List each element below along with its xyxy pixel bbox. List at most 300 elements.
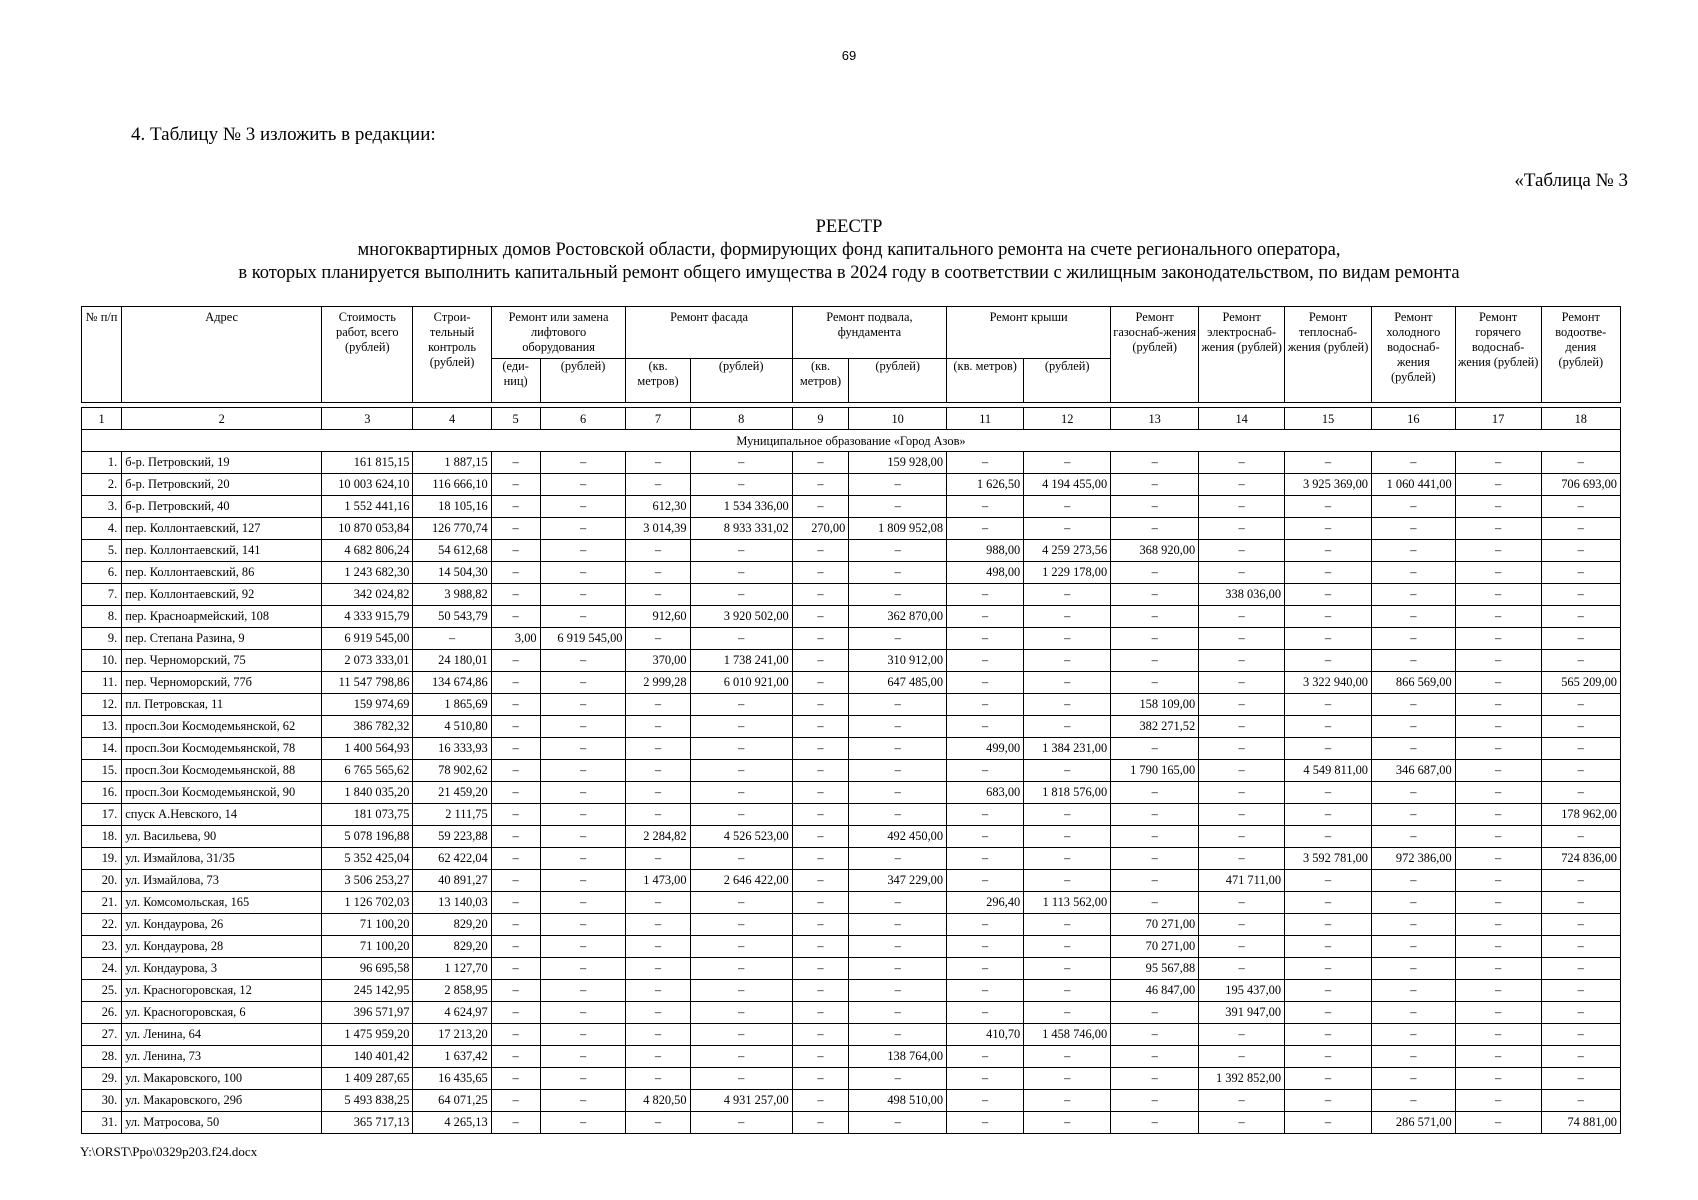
instruction-text: 4. Таблицу № 3 изложить в редакции:	[131, 124, 436, 145]
value-cell: –	[491, 650, 540, 672]
value-cell: –	[1199, 606, 1285, 628]
value-cell: 2 073 333,01	[322, 650, 413, 672]
value-cell: –	[1199, 672, 1285, 694]
address-cell: б-р. Петровский, 20	[122, 474, 322, 496]
value-cell: –	[792, 540, 849, 562]
row-number-cell: 15.	[82, 760, 122, 782]
value-cell: –	[1024, 1046, 1111, 1068]
value-cell: –	[540, 518, 626, 540]
table-row	[82, 826, 1621, 848]
value-cell: –	[849, 738, 947, 760]
address-cell: пер. Черноморский, 75	[122, 650, 322, 672]
value-cell: –	[1285, 628, 1372, 650]
value-cell: 13 140,03	[413, 892, 491, 914]
value-cell: –	[1199, 474, 1285, 496]
table-row	[82, 738, 1621, 760]
value-cell: –	[1111, 1024, 1199, 1046]
value-cell: –	[1285, 452, 1372, 474]
registry-title	[0, 216, 1698, 285]
value-cell: –	[1285, 518, 1372, 540]
value-cell: –	[491, 1002, 540, 1024]
row-number-cell: 26.	[82, 1002, 122, 1024]
address-cell: ул. Красногоровская, 6	[122, 1002, 322, 1024]
value-cell: –	[491, 1090, 540, 1112]
value-cell: –	[792, 826, 849, 848]
value-cell: –	[1024, 496, 1111, 518]
value-cell: 2 284,82	[626, 826, 690, 848]
value-cell: –	[1455, 1002, 1541, 1024]
header-gas: Ремонт газоснаб-жения (рублей)	[1111, 307, 1199, 403]
value-cell: –	[1285, 1068, 1372, 1090]
row-number-cell: 19.	[82, 848, 122, 870]
value-cell: –	[1024, 980, 1111, 1002]
value-cell: –	[1285, 782, 1372, 804]
value-cell: 912,60	[626, 606, 690, 628]
value-cell: –	[1285, 958, 1372, 980]
address-cell: пер. Коллонтаевский, 141	[122, 540, 322, 562]
value-cell: –	[1455, 870, 1541, 892]
value-cell: –	[1372, 606, 1456, 628]
address-cell: пер. Черноморский, 77б	[122, 672, 322, 694]
value-cell: –	[1199, 1024, 1285, 1046]
value-cell: –	[849, 1068, 947, 1090]
value-cell: –	[626, 980, 690, 1002]
value-cell: –	[1372, 936, 1456, 958]
value-cell: 5 078 196,88	[322, 826, 413, 848]
value-cell: –	[491, 958, 540, 980]
value-cell: –	[849, 980, 947, 1002]
value-cell: –	[849, 628, 947, 650]
value-cell: –	[540, 1112, 626, 1134]
value-cell: –	[1111, 1068, 1199, 1090]
value-cell: 10 003 624,10	[322, 474, 413, 496]
table-row	[82, 1068, 1621, 1090]
value-cell: 1 840 035,20	[322, 782, 413, 804]
value-cell: –	[626, 474, 690, 496]
value-cell: –	[1455, 584, 1541, 606]
value-cell: –	[792, 1068, 849, 1090]
value-cell: –	[1541, 958, 1620, 980]
row-number-cell: 29.	[82, 1068, 122, 1090]
value-cell: –	[1372, 892, 1456, 914]
value-cell: –	[947, 1090, 1024, 1112]
value-cell: –	[1285, 1002, 1372, 1024]
value-cell: 683,00	[947, 782, 1024, 804]
table-row	[82, 760, 1621, 782]
address-cell: пл. Петровская, 11	[122, 694, 322, 716]
value-cell: –	[1372, 804, 1456, 826]
value-cell: –	[1455, 672, 1541, 694]
value-cell: –	[491, 540, 540, 562]
value-cell: –	[1455, 848, 1541, 870]
header-drainage: Ремонт водоотве-дения (рублей)	[1541, 307, 1620, 403]
value-cell: –	[540, 782, 626, 804]
value-cell: –	[849, 892, 947, 914]
column-number-cell: 17	[1455, 408, 1541, 430]
column-number-cell: 14	[1199, 408, 1285, 430]
value-cell: –	[947, 694, 1024, 716]
value-cell: –	[690, 1024, 792, 1046]
value-cell: –	[1199, 540, 1285, 562]
column-number-cell: 7	[626, 408, 690, 430]
value-cell: –	[1541, 980, 1620, 1002]
value-cell: 159 974,69	[322, 694, 413, 716]
value-cell: –	[947, 606, 1024, 628]
value-cell: –	[540, 474, 626, 496]
address-cell: ул. Измайлова, 31/35	[122, 848, 322, 870]
value-cell: –	[849, 848, 947, 870]
value-cell: 471 711,00	[1199, 870, 1285, 892]
address-cell: пер. Степана Разина, 9	[122, 628, 322, 650]
column-number-cell: 2	[122, 408, 322, 430]
table-row	[82, 606, 1621, 628]
value-cell: –	[491, 848, 540, 870]
value-cell: –	[792, 650, 849, 672]
value-cell: –	[1541, 892, 1620, 914]
value-cell: 829,20	[413, 914, 491, 936]
value-cell: 498 510,00	[849, 1090, 947, 1112]
value-cell: –	[1541, 870, 1620, 892]
value-cell: –	[491, 474, 540, 496]
value-cell: –	[491, 518, 540, 540]
value-cell: 1 060 441,00	[1372, 474, 1456, 496]
value-cell: –	[947, 914, 1024, 936]
value-cell: –	[690, 914, 792, 936]
value-cell: –	[1541, 650, 1620, 672]
value-cell: –	[1024, 1112, 1111, 1134]
value-cell: –	[540, 892, 626, 914]
value-cell: –	[1111, 628, 1199, 650]
title-line-2: многоквартирных домов Ростовской области, формирующих фонд капитального ремонта на счете регионального оператора,	[357, 240, 1341, 260]
value-cell: –	[1199, 694, 1285, 716]
table-row	[82, 914, 1621, 936]
value-cell: 1 127,70	[413, 958, 491, 980]
column-number-cell: 4	[413, 408, 491, 430]
value-cell: 195 437,00	[1199, 980, 1285, 1002]
value-cell: –	[1024, 518, 1111, 540]
value-cell: 11 547 798,86	[322, 672, 413, 694]
value-cell: –	[491, 694, 540, 716]
value-cell: 370,00	[626, 650, 690, 672]
value-cell: –	[690, 958, 792, 980]
value-cell: 3 506 253,27	[322, 870, 413, 892]
value-cell: –	[1455, 936, 1541, 958]
value-cell: –	[690, 760, 792, 782]
row-number-cell: 28.	[82, 1046, 122, 1068]
value-cell: 3 322 940,00	[1285, 672, 1372, 694]
value-cell: –	[690, 474, 792, 496]
row-number-cell: 20.	[82, 870, 122, 892]
value-cell: –	[690, 1068, 792, 1090]
value-cell: –	[1285, 496, 1372, 518]
value-cell: –	[626, 782, 690, 804]
value-cell: –	[849, 804, 947, 826]
table-row	[82, 628, 1621, 650]
value-cell: –	[947, 848, 1024, 870]
value-cell: 181 073,75	[322, 804, 413, 826]
column-number-cell: 16	[1372, 408, 1456, 430]
registry-table	[81, 306, 1621, 1134]
value-cell: –	[1455, 1112, 1541, 1134]
value-cell: –	[1024, 936, 1111, 958]
value-cell: –	[1111, 892, 1199, 914]
column-number-cell: 6	[540, 408, 626, 430]
value-cell: –	[849, 958, 947, 980]
value-cell: 4 526 523,00	[690, 826, 792, 848]
value-cell: –	[626, 760, 690, 782]
value-cell: –	[626, 1046, 690, 1068]
value-cell: –	[540, 540, 626, 562]
value-cell: –	[1455, 1090, 1541, 1112]
value-cell: –	[1541, 914, 1620, 936]
value-cell: –	[491, 804, 540, 826]
value-cell: –	[1199, 1090, 1285, 1112]
value-cell: –	[1199, 452, 1285, 474]
value-cell: –	[690, 562, 792, 584]
value-cell: –	[947, 1002, 1024, 1024]
value-cell: 1 229 178,00	[1024, 562, 1111, 584]
value-cell: –	[792, 496, 849, 518]
value-cell: –	[1455, 1024, 1541, 1046]
value-cell: –	[1024, 716, 1111, 738]
value-cell: –	[849, 782, 947, 804]
row-number-cell: 2.	[82, 474, 122, 496]
table-row	[82, 804, 1621, 826]
value-cell: –	[849, 562, 947, 584]
value-cell: 6 919 545,00	[322, 628, 413, 650]
address-cell: просп.Зои Космодемьянской, 78	[122, 738, 322, 760]
row-number-cell: 13.	[82, 716, 122, 738]
value-cell: 138 764,00	[849, 1046, 947, 1068]
value-cell: –	[1455, 1068, 1541, 1090]
value-cell: –	[792, 738, 849, 760]
value-cell: –	[690, 804, 792, 826]
value-cell: –	[1285, 870, 1372, 892]
value-cell: –	[626, 540, 690, 562]
table-row	[82, 848, 1621, 870]
value-cell: –	[540, 672, 626, 694]
row-number-cell: 22.	[82, 914, 122, 936]
table-row	[82, 540, 1621, 562]
value-cell: –	[540, 958, 626, 980]
value-cell: –	[491, 716, 540, 738]
value-cell: –	[849, 1024, 947, 1046]
value-cell: –	[1372, 1046, 1456, 1068]
value-cell: 3 920 502,00	[690, 606, 792, 628]
value-cell: –	[1024, 1002, 1111, 1024]
value-cell: –	[1199, 562, 1285, 584]
value-cell: 17 213,20	[413, 1024, 491, 1046]
row-number-cell: 18.	[82, 826, 122, 848]
value-cell: –	[1199, 628, 1285, 650]
value-cell: –	[792, 892, 849, 914]
value-cell: 24 180,01	[413, 650, 491, 672]
value-cell: –	[1541, 826, 1620, 848]
value-cell: –	[1111, 1090, 1199, 1112]
value-cell: 4 682 806,24	[322, 540, 413, 562]
value-cell: –	[1372, 562, 1456, 584]
header-construction-control: Строи-тельный контроль (рублей)	[413, 307, 491, 403]
value-cell: 71 100,20	[322, 936, 413, 958]
value-cell: 1 626,50	[947, 474, 1024, 496]
value-cell: –	[792, 936, 849, 958]
column-number-cell: 10	[849, 408, 947, 430]
value-cell: –	[1111, 804, 1199, 826]
value-cell: –	[540, 1090, 626, 1112]
value-cell: –	[1024, 672, 1111, 694]
value-cell: –	[947, 672, 1024, 694]
value-cell: –	[1541, 606, 1620, 628]
value-cell: –	[1111, 584, 1199, 606]
value-cell: 16 435,65	[413, 1068, 491, 1090]
header-cost-total: Стоимость работ, всего (рублей)	[322, 307, 413, 403]
title-line-1: РЕЕСТР	[815, 217, 883, 237]
value-cell: –	[1372, 496, 1456, 518]
value-cell: –	[792, 782, 849, 804]
value-cell: –	[1024, 1068, 1111, 1090]
value-cell: –	[1455, 650, 1541, 672]
address-cell: ул. Кондаурова, 3	[122, 958, 322, 980]
value-cell: 59 223,88	[413, 826, 491, 848]
value-cell: 2 999,28	[626, 672, 690, 694]
value-cell: 410,70	[947, 1024, 1024, 1046]
value-cell: 1 113 562,00	[1024, 892, 1111, 914]
value-cell: –	[1111, 782, 1199, 804]
address-cell: спуск А.Невского, 14	[122, 804, 322, 826]
value-cell: –	[947, 496, 1024, 518]
table-row	[82, 980, 1621, 1002]
value-cell: 829,20	[413, 936, 491, 958]
value-cell: –	[626, 958, 690, 980]
value-cell: –	[1111, 518, 1199, 540]
value-cell: –	[1024, 958, 1111, 980]
value-cell: –	[792, 584, 849, 606]
value-cell: –	[1199, 518, 1285, 540]
value-cell: –	[690, 936, 792, 958]
value-cell: –	[1199, 892, 1285, 914]
subheader-basement-sqm: (кв. метров)	[792, 359, 849, 403]
row-number-cell: 21.	[82, 892, 122, 914]
row-number-cell: 27.	[82, 1024, 122, 1046]
header-hot-water: Ремонт горячего водоснаб-жения (рублей)	[1455, 307, 1541, 403]
row-number-cell: 24.	[82, 958, 122, 980]
value-cell: –	[690, 738, 792, 760]
table-row	[82, 782, 1621, 804]
value-cell: –	[1372, 914, 1456, 936]
row-number-cell: 8.	[82, 606, 122, 628]
value-cell: –	[540, 914, 626, 936]
value-cell: –	[1541, 1024, 1620, 1046]
table-row	[82, 1112, 1621, 1134]
value-cell: –	[1541, 562, 1620, 584]
value-cell: 116 666,10	[413, 474, 491, 496]
address-cell: ул. Комсомольская, 165	[122, 892, 322, 914]
value-cell: 386 782,32	[322, 716, 413, 738]
value-cell: –	[690, 1002, 792, 1024]
value-cell: –	[1199, 782, 1285, 804]
column-number-cell: 3	[322, 408, 413, 430]
value-cell: –	[540, 716, 626, 738]
value-cell: 1 637,42	[413, 1046, 491, 1068]
value-cell: –	[947, 980, 1024, 1002]
value-cell: –	[491, 562, 540, 584]
row-number-cell: 12.	[82, 694, 122, 716]
header-roof: Ремонт крыши	[947, 307, 1111, 359]
value-cell: 1 392 852,00	[1199, 1068, 1285, 1090]
value-cell: 1 400 564,93	[322, 738, 413, 760]
value-cell: 1 126 702,03	[322, 892, 413, 914]
subheader-lift-units: (еди-ниц)	[491, 359, 540, 403]
value-cell: –	[1199, 760, 1285, 782]
address-cell: ул. Матросова, 50	[122, 1112, 322, 1134]
value-cell: 46 847,00	[1111, 980, 1199, 1002]
value-cell: –	[1199, 914, 1285, 936]
value-cell: –	[1455, 804, 1541, 826]
header-address: Адрес	[122, 307, 322, 403]
address-cell: ул. Макаровского, 100	[122, 1068, 322, 1090]
value-cell: –	[1372, 826, 1456, 848]
value-cell: –	[626, 892, 690, 914]
value-cell: –	[626, 738, 690, 760]
value-cell: –	[947, 1046, 1024, 1068]
table-row	[82, 672, 1621, 694]
value-cell: –	[792, 1024, 849, 1046]
value-cell: –	[947, 1068, 1024, 1090]
value-cell: –	[491, 738, 540, 760]
value-cell: –	[626, 936, 690, 958]
page-number: 69	[841, 48, 857, 63]
value-cell: –	[491, 936, 540, 958]
value-cell: –	[491, 452, 540, 474]
column-number-cell: 13	[1111, 408, 1199, 430]
value-cell: –	[1199, 496, 1285, 518]
value-cell: 71 100,20	[322, 914, 413, 936]
value-cell: –	[1372, 958, 1456, 980]
value-cell: –	[626, 914, 690, 936]
value-cell: –	[792, 716, 849, 738]
value-cell: 5 493 838,25	[322, 1090, 413, 1112]
value-cell: –	[626, 452, 690, 474]
value-cell: 21 459,20	[413, 782, 491, 804]
table-row	[82, 1090, 1621, 1112]
column-number-cell: 8	[690, 408, 792, 430]
row-number-cell: 11.	[82, 672, 122, 694]
value-cell: 161 815,15	[322, 452, 413, 474]
value-cell: 706 693,00	[1541, 474, 1620, 496]
address-cell: пер. Коллонтаевский, 86	[122, 562, 322, 584]
value-cell: –	[849, 694, 947, 716]
value-cell: 70 271,00	[1111, 914, 1199, 936]
address-cell: просп.Зои Космодемьянской, 62	[122, 716, 322, 738]
value-cell: 342 024,82	[322, 584, 413, 606]
value-cell: –	[1541, 584, 1620, 606]
value-cell: 3 988,82	[413, 584, 491, 606]
value-cell: –	[947, 936, 1024, 958]
value-cell: –	[540, 584, 626, 606]
value-cell: –	[792, 804, 849, 826]
value-cell: 972 386,00	[1372, 848, 1456, 870]
value-cell: –	[792, 1046, 849, 1068]
value-cell: 96 695,58	[322, 958, 413, 980]
value-cell: 16 333,93	[413, 738, 491, 760]
footer-file-path: Y:\ORST\Ppo\0329p203.f24.docx	[80, 1144, 258, 1159]
value-cell: –	[690, 892, 792, 914]
value-cell: –	[1455, 496, 1541, 518]
value-cell: 1 809 952,08	[849, 518, 947, 540]
table-row	[82, 936, 1621, 958]
value-cell: –	[1455, 628, 1541, 650]
value-cell: –	[1455, 540, 1541, 562]
